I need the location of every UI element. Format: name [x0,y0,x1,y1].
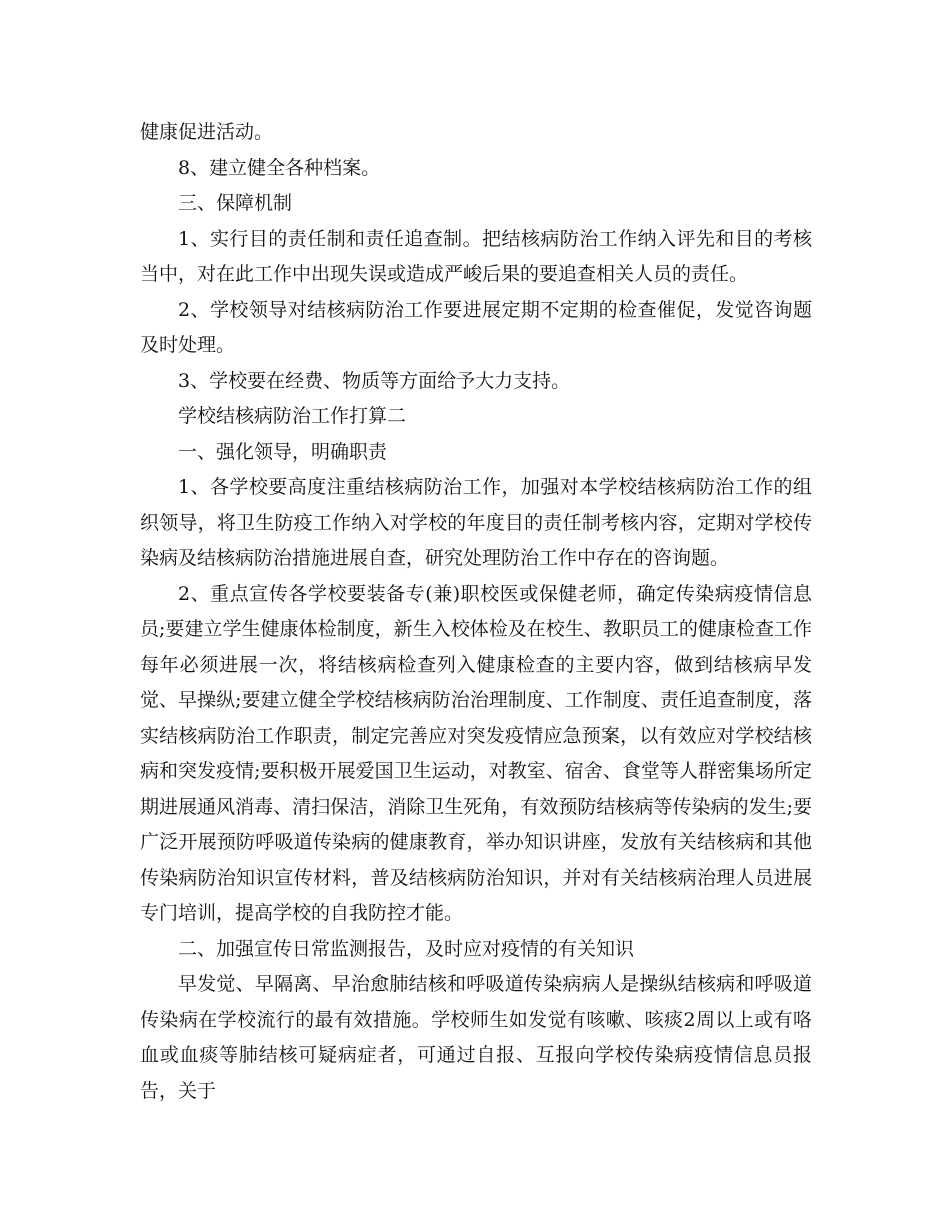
paragraph-item-8: 8、建立健全各种档案。 [178,156,381,179]
document-body [140,115,812,1109]
section-heading-monitoring: 二、加强宣传日常监测报告，及时应对疫情的有关知识 [178,937,635,960]
paragraph-leadership-inspection: 2、学校领导对结核病防治工作要进展定期不定期的检查催促，发觉咨询题及时处理。 [140,298,812,356]
paragraph-funding-support: 3、学校要在经费、物质等方面给予大力支持。 [178,369,571,392]
paragraph-early-detection: 早发觉、早隔离、早治愈肺结核和呼吸道传染病病人是操纵结核病和呼吸道传染病在学校流行的最有效措施。学校师生如发觉有咳嗽、咳痰2周以上或有咯血或血痰等肺结核可疑病症者，可通过自报、互报向学校传染病疫情信息员报告，关于 [140,973,812,1102]
paragraph-school-attention: 1、各学校要高度注重结核病防治工作，加强对本学校结核病防治工作的组织领导，将卫生防疫工作纳入对学校的年度目的责任制考核内容，定期对学校传染病及结核病防治措施进展自查，研究处理防治工作中存在的咨询题。 [140,476,812,569]
paragraph-responsibility-system: 1、实行目的责任制和责任追查制。把结核病防治工作纳入评先和目的考核当中，对在此工作中出现失误或造成严峻后果的要追查相关人员的责任。 [140,227,812,285]
paragraph-key-publicity: 2、重点宣传各学校要装备专(兼)职校医或保健老师，确定传染病疫情信息员;要建立学生健康体检制度，新生入校体检及在校生、教职员工的健康检查工作每年必须进展一次，将结核病检查列入健康检查的主要内容，做到结核病早发觉、早操纵;要建立健全学校结核病防治治理制度、工作制度、责任追查制度，落实结核病防治工作职责，制定完善应对突发疫情应急预案，以有效应对学校结核病和突发疫情;要积极开展爱国卫生运动，对教室、宿舍、食堂等人群密集场所定期进展通风消毒、清扫保洁，消除卫生死角，有效预防结核病等传染病的发生;要广泛开展预防呼吸道传染病的健康教育，举办知识讲座，发放有关结核病和其他传染病防治知识宣传材料，普及结核病防治知识，并对有关结核病治理人员进展专门培训，提高学校的自我防控才能。 [140,582,812,924]
plan-two-title: 学校结核病防治工作打算二 [178,405,407,427]
section-heading-guarantee-mechanism: 三、保障机制 [178,192,293,214]
section-heading-leadership: 一、强化领导，明确职责 [178,440,388,463]
paragraph-continuation: 健康促进活动。 [140,121,274,143]
